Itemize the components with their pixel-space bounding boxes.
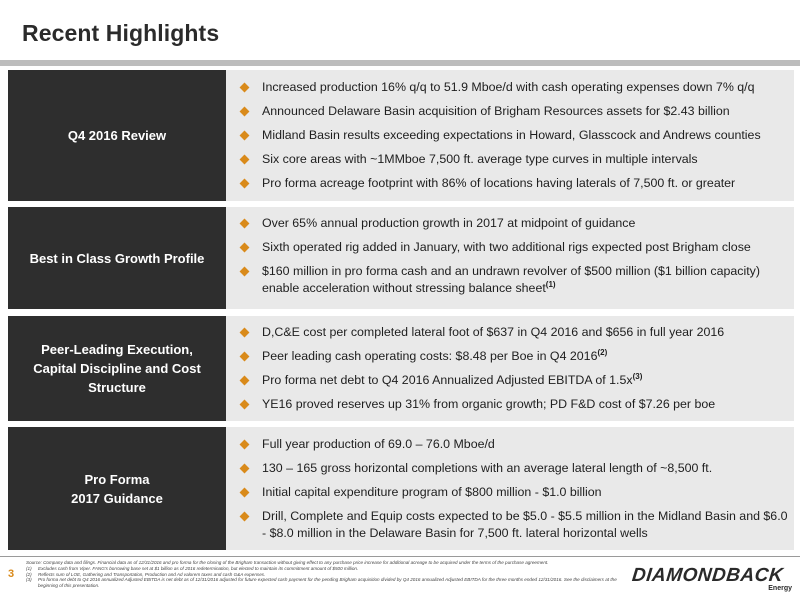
bullet-item: Announced Delaware Basin acquisition of Brigham Resources assets for $2.43 billion	[240, 103, 788, 120]
footnote-marker: (2)	[597, 347, 608, 357]
diamond-bullet-icon	[240, 155, 250, 165]
section-peer-leading-execution	[8, 316, 794, 421]
section-content	[226, 427, 794, 550]
page-title: Recent Highlights	[22, 20, 220, 46]
bullet-item: Pro forma acreage footprint with 86% of locations having laterals of 7,500 ft. or greater	[240, 175, 788, 192]
footer-divider	[0, 556, 800, 557]
bullet-item: $160 million in pro forma cash and an undrawn revolver of $500 million ($1 billion capacity) enable acceleration without stressing balance sheet$^{(1)}$	[240, 263, 788, 297]
diamond-bullet-icon	[240, 107, 250, 117]
diamond-bullet-icon	[240, 83, 250, 93]
section-label: Pro Forma 2017 Guidance	[8, 427, 226, 550]
section-label: Peer-Leading Execution, Capital Discipline and Cost Structure	[8, 316, 226, 421]
diamond-bullet-icon	[240, 267, 250, 277]
logo-subtitle: Energy	[768, 585, 792, 592]
diamondback-logo	[632, 563, 796, 597]
footnote-item: (2) Reflects sum of LOE, Gathering and Transportation, Production and Ad valorem taxes and cash G&A expenses.	[26, 571, 266, 577]
section-q4-review	[8, 70, 794, 201]
page-number: 3	[8, 568, 15, 580]
title-divider	[0, 60, 800, 66]
diamond-bullet-icon	[240, 131, 250, 141]
section-growth-profile	[8, 207, 794, 309]
bullet-item: Six core areas with ~1MMboe 7,500 ft. average type curves in multiple intervals	[240, 151, 788, 168]
section-2017-guidance	[8, 427, 794, 550]
diamond-bullet-icon	[240, 376, 250, 386]
footnote-item: (3) Pro forma net debt to Q4 2016 annualized Adjusted EBITDA is net debt as of 12/31/2016 adjusted for future expected cash payment for the pending Brigham acquisition divided by Q4 2016 annualized Adjusted EBITDA for the three months ended 12/31/2016. See the disclaimers at the beginning of this presentation.	[26, 577, 617, 589]
section-label: Best in Class Growth Profile	[8, 207, 226, 309]
bullet-item: YE16 proved reserves up 31% from organic growth; PD F&D cost of $7.26 per boe	[240, 396, 788, 413]
logo-wordmark: DIAMONDBACK	[630, 565, 785, 586]
section-content	[226, 316, 794, 421]
bullet-item: D,C&E cost per completed lateral foot of $637 in Q4 2016 and $656 in full year 2016	[240, 324, 788, 341]
footnote-marker: (3)	[632, 371, 643, 381]
diamond-bullet-icon	[240, 440, 250, 450]
bullet-item: 130 – 165 gross horizontal completions with an average lateral length of ~8,500 ft.	[240, 460, 788, 477]
bullet-item: Sixth operated rig added in January, with two additional rigs expected post Brigham close	[240, 239, 788, 256]
bullet-list	[240, 324, 788, 413]
diamond-bullet-icon	[240, 488, 250, 498]
bullet-item: Drill, Complete and Equip costs expected to be $5.0 - $5.5 million in the Midland Basin and $6.0 - $8.0 million in the Delaware Basin for 7,500 ft. lateral horizontal wells	[240, 508, 788, 542]
bullet-item: Peer leading cash operating costs: $8.48 per Boe in Q4 2016$^{(2)}$	[240, 348, 788, 365]
diamond-bullet-icon	[240, 219, 250, 229]
diamond-bullet-icon	[240, 328, 250, 338]
footnotes	[26, 560, 626, 589]
diamond-bullet-icon	[240, 512, 250, 522]
section-content	[226, 70, 794, 201]
diamond-bullet-icon	[240, 400, 250, 410]
section-content	[226, 207, 794, 309]
source-note: Source: Company data and filings. Financial data as of 12/31/2016 and pro forma for the closing of the Brigham transaction without giving effect to any purchase price increase for additional acreage to be acquired under the terms of the purchase agreement.	[26, 560, 549, 565]
bullet-list	[240, 79, 788, 192]
section-label: Q4 2016 Review	[8, 70, 226, 201]
bullet-list	[240, 436, 788, 542]
bullet-item: Midland Basin results exceeding expectations in Howard, Glasscock and Andrews counties	[240, 127, 788, 144]
bullet-item: Pro forma net debt to Q4 2016 Annualized Adjusted EBITDA of $1.5x^{(3)}$	[240, 372, 788, 389]
diamond-bullet-icon	[240, 352, 250, 362]
bullet-item: Initial capital expenditure program of $800 million - $1.0 billion	[240, 484, 788, 501]
diamond-bullet-icon	[240, 464, 250, 474]
bullet-item: Full year production of 69.0 – 76.0 Mboe/d	[240, 436, 788, 453]
bullet-list	[240, 215, 788, 297]
footnote-marker: (1)	[545, 279, 556, 289]
footnote-item: (1) Excludes cash from Viper. FANG's borrowing base set at $1 billion as of 2016 redetermination, but elected to maintain its commitment amount of $500 million.	[26, 565, 359, 571]
diamond-bullet-icon	[240, 179, 250, 189]
bullet-item: Over 65% annual production growth in 2017 at midpoint of guidance	[240, 215, 788, 232]
bullet-item: Increased production 16% q/q to 51.9 Mboe/d with cash operating expenses down 7% q/q	[240, 79, 788, 96]
diamond-bullet-icon	[240, 243, 250, 253]
